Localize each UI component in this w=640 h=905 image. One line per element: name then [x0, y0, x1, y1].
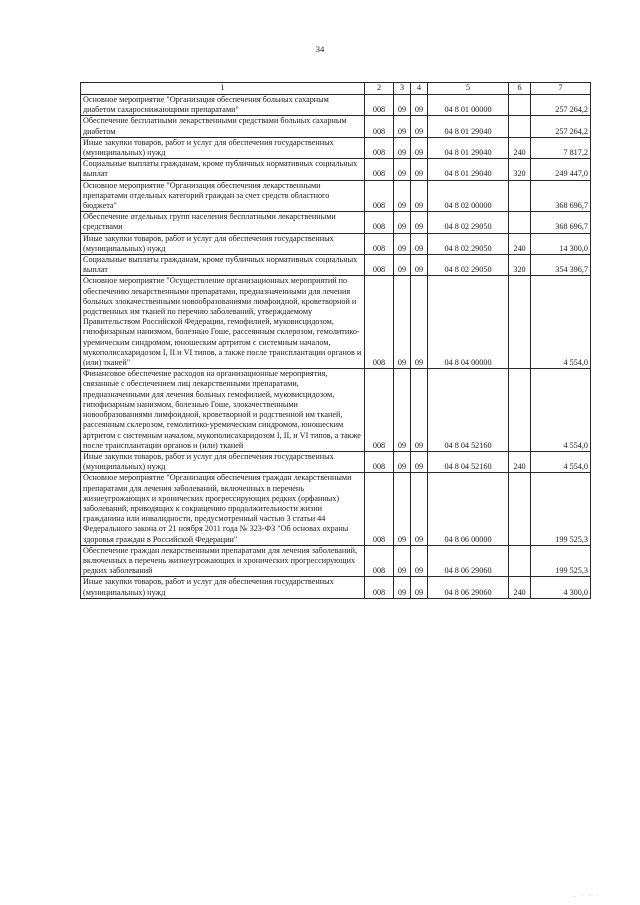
row-name-cell: Социальные выплаты гражданам, кроме публичных нормативных социальных выплат: [81, 159, 365, 180]
table-row: [81, 577, 591, 598]
row-target-article-cell: 04 8 01 29040: [428, 116, 509, 137]
row-target-article-cell: 04 8 02 29050: [428, 233, 509, 254]
row-admin-code-cell: 008: [365, 95, 394, 116]
column-header: 6: [509, 83, 531, 95]
row-section-cell: 09: [394, 451, 411, 472]
row-amount-cell: 199 525,3: [531, 545, 591, 577]
row-expense-type-cell: [509, 180, 531, 212]
row-admin-code-cell: 008: [365, 545, 394, 577]
row-target-article-cell: 04 8 06 29060: [428, 545, 509, 577]
table-row: [81, 451, 591, 472]
row-expense-type-cell: 240: [509, 233, 531, 254]
row-target-article-cell: 04 8 01 29040: [428, 159, 509, 180]
row-target-article-cell: 04 8 02 00000: [428, 180, 509, 212]
column-header: 5: [428, 83, 509, 95]
row-target-article-cell: 04 8 01 00000: [428, 95, 509, 116]
column-header: 7: [531, 83, 591, 95]
row-section-cell: 09: [394, 473, 411, 545]
row-expense-type-cell: 320: [509, 255, 531, 276]
row-section-cell: 09: [394, 137, 411, 158]
row-subsection-cell: 09: [411, 212, 428, 233]
table-row: [81, 116, 591, 137]
row-expense-type-cell: 240: [509, 451, 531, 472]
table-header-row: [81, 83, 591, 95]
row-expense-type-cell: 240: [509, 137, 531, 158]
row-subsection-cell: 09: [411, 159, 428, 180]
row-name-cell: Иные закупки товаров, работ и услуг для обеспечения государственных (муниципальных) нужд: [81, 137, 365, 158]
page-number: 34: [315, 44, 325, 54]
row-target-article-cell: 04 8 04 00000: [428, 276, 509, 369]
row-admin-code-cell: 008: [365, 159, 394, 180]
table-row: [81, 137, 591, 158]
row-subsection-cell: 09: [411, 137, 428, 158]
table-row: [81, 473, 591, 545]
row-target-article-cell: 04 8 04 52160: [428, 369, 509, 452]
row-section-cell: 09: [394, 577, 411, 598]
row-amount-cell: 257 264,2: [531, 95, 591, 116]
row-target-article-cell: 04 8 02 29050: [428, 255, 509, 276]
row-subsection-cell: 09: [411, 577, 428, 598]
row-target-article-cell: 04 8 06 00000: [428, 473, 509, 545]
table-row: [81, 369, 591, 452]
row-name-cell: Иные закупки товаров, работ и услуг для обеспечения государственных (муниципальных) нужд: [81, 451, 365, 472]
row-expense-type-cell: [509, 473, 531, 545]
row-name-cell: Обеспечение бесплатными лекарственными средствами больных сахарным диабетом: [81, 116, 365, 137]
row-expense-type-cell: [509, 545, 531, 577]
row-amount-cell: 4 554,0: [531, 276, 591, 369]
row-section-cell: 09: [394, 276, 411, 369]
row-expense-type-cell: [509, 116, 531, 137]
row-expense-type-cell: 320: [509, 159, 531, 180]
column-header: 4: [411, 83, 428, 95]
row-admin-code-cell: 008: [365, 233, 394, 254]
row-section-cell: 09: [394, 233, 411, 254]
row-expense-type-cell: [509, 369, 531, 452]
row-subsection-cell: 09: [411, 95, 428, 116]
row-section-cell: 09: [394, 369, 411, 452]
table-row: [81, 545, 591, 577]
column-header: 3: [394, 83, 411, 95]
row-admin-code-cell: 008: [365, 116, 394, 137]
row-admin-code-cell: 008: [365, 577, 394, 598]
row-subsection-cell: 09: [411, 276, 428, 369]
row-name-cell: Иные закупки товаров, работ и услуг для обеспечения государственных (муниципальных) нужд: [81, 233, 365, 254]
row-subsection-cell: 09: [411, 451, 428, 472]
row-admin-code-cell: 008: [365, 473, 394, 545]
table-row: [81, 233, 591, 254]
row-subsection-cell: 09: [411, 180, 428, 212]
table-row: [81, 276, 591, 369]
row-name-cell: Социальные выплаты гражданам, кроме публичных нормативных социальных выплат: [81, 255, 365, 276]
row-section-cell: 09: [394, 180, 411, 212]
row-name-cell: Основное мероприятие "Организация обеспечения больных сахарным диабетом сахароснижающими препаратами": [81, 95, 365, 116]
row-admin-code-cell: 008: [365, 369, 394, 452]
row-section-cell: 09: [394, 212, 411, 233]
row-amount-cell: 354 396,7: [531, 255, 591, 276]
row-subsection-cell: 09: [411, 255, 428, 276]
row-name-cell: Финансовое обеспечение расходов на организационные мероприятия, связанные с обеспечением лиц лекарственными препаратами, предназначенными для лечения больных гемофилией, муковисцидозом, гипофизарным нанизмом, болезнью Гоше, злокачественными новообразованиями лимфоидной, кроветворной и родственной им тканей, рассеянным склерозом, гемолитико-уремическим синдромом, юношеским артритом с системным началом, мукополисахаридозом I, II, и VI типов, а также после трансплантации органов и (или) тканей: [81, 369, 365, 452]
row-amount-cell: 7 817,2: [531, 137, 591, 158]
row-section-cell: 09: [394, 159, 411, 180]
row-amount-cell: 249 447,0: [531, 159, 591, 180]
row-section-cell: 09: [394, 255, 411, 276]
row-target-article-cell: 04 8 04 52160: [428, 451, 509, 472]
row-subsection-cell: 09: [411, 369, 428, 452]
row-expense-type-cell: [509, 276, 531, 369]
table-row: [81, 159, 591, 180]
row-admin-code-cell: 008: [365, 212, 394, 233]
row-section-cell: 09: [394, 95, 411, 116]
row-amount-cell: 199 525,3: [531, 473, 591, 545]
budget-table: [80, 82, 591, 599]
row-section-cell: 09: [394, 545, 411, 577]
row-name-cell: Иные закупки товаров, работ и услуг для обеспечения государственных (муниципальных) нужд: [81, 577, 365, 598]
row-name-cell: Обеспечение отдельных групп населения бесплатными лекарственными средствами: [81, 212, 365, 233]
row-amount-cell: 4 300,0: [531, 577, 591, 598]
row-subsection-cell: 09: [411, 545, 428, 577]
table-row: [81, 180, 591, 212]
column-header: 1: [81, 83, 365, 95]
row-name-cell: Основное мероприятие "Организация обеспечения граждан лекарственными препаратами для лечения заболеваний, включенных в перечень жизнеугрожающих и хронических прогрессирующих редких (орфанных) заболеваний, приводящих к сокращению продолжительности жизни гражданина или инвалидности, предусмотренный частью 3 статьи 44 Федерального закона от 21 ноября 2011 года № 323-ФЗ "Об основах охраны здоровья граждан в Российской Федерации": [81, 473, 365, 545]
table-row: [81, 212, 591, 233]
row-amount-cell: 368 696,7: [531, 212, 591, 233]
row-section-cell: 09: [394, 116, 411, 137]
row-target-article-cell: 04 8 02 29050: [428, 212, 509, 233]
table-row: [81, 95, 591, 116]
row-amount-cell: 4 554,0: [531, 451, 591, 472]
row-subsection-cell: 09: [411, 473, 428, 545]
row-admin-code-cell: 008: [365, 451, 394, 472]
row-expense-type-cell: [509, 212, 531, 233]
scan-artifact: . · · ·: [574, 893, 600, 899]
row-amount-cell: 368 696,7: [531, 180, 591, 212]
row-subsection-cell: 09: [411, 116, 428, 137]
row-target-article-cell: 04 8 01 29040: [428, 137, 509, 158]
row-admin-code-cell: 008: [365, 180, 394, 212]
row-subsection-cell: 09: [411, 233, 428, 254]
row-target-article-cell: 04 8 06 29060: [428, 577, 509, 598]
row-admin-code-cell: 008: [365, 255, 394, 276]
row-expense-type-cell: [509, 95, 531, 116]
row-admin-code-cell: 008: [365, 137, 394, 158]
row-amount-cell: 4 554,0: [531, 369, 591, 452]
row-amount-cell: 14 300,0: [531, 233, 591, 254]
row-amount-cell: 257 264,2: [531, 116, 591, 137]
row-admin-code-cell: 008: [365, 276, 394, 369]
table-row: [81, 255, 591, 276]
row-name-cell: Основное мероприятие "Организация обеспечения лекарственными препаратами отдельных категорий граждан за счет средств областного бюджета": [81, 180, 365, 212]
column-header: 2: [365, 83, 394, 95]
row-name-cell: Обеспечение граждан лекарственными препаратами для лечения заболеваний, включенных в перечень жизнеугрожающих и хронических прогрессирующих редких заболеваний: [81, 545, 365, 577]
row-expense-type-cell: 240: [509, 577, 531, 598]
row-name-cell: Основное мероприятие "Осуществление организационных мероприятий по обеспечению лекарственными препаратами, предназначенными для лечения больных злокачественными новообразованиями лимфоидной, кроветворной и родственных им тканей по перечню заболеваний, утверждаемому Правительством Российской Федерации, гемофилией, муковисцидозом, гипофизарным нанизмом, болезнью Гоше, рассеянным склерозом, гемолитико-уремическим синдромом, юношеским артритом с системным началом, мукополисахаридозом I, II и VI типов, а также после трансплантации органов и (или) тканей": [81, 276, 365, 369]
